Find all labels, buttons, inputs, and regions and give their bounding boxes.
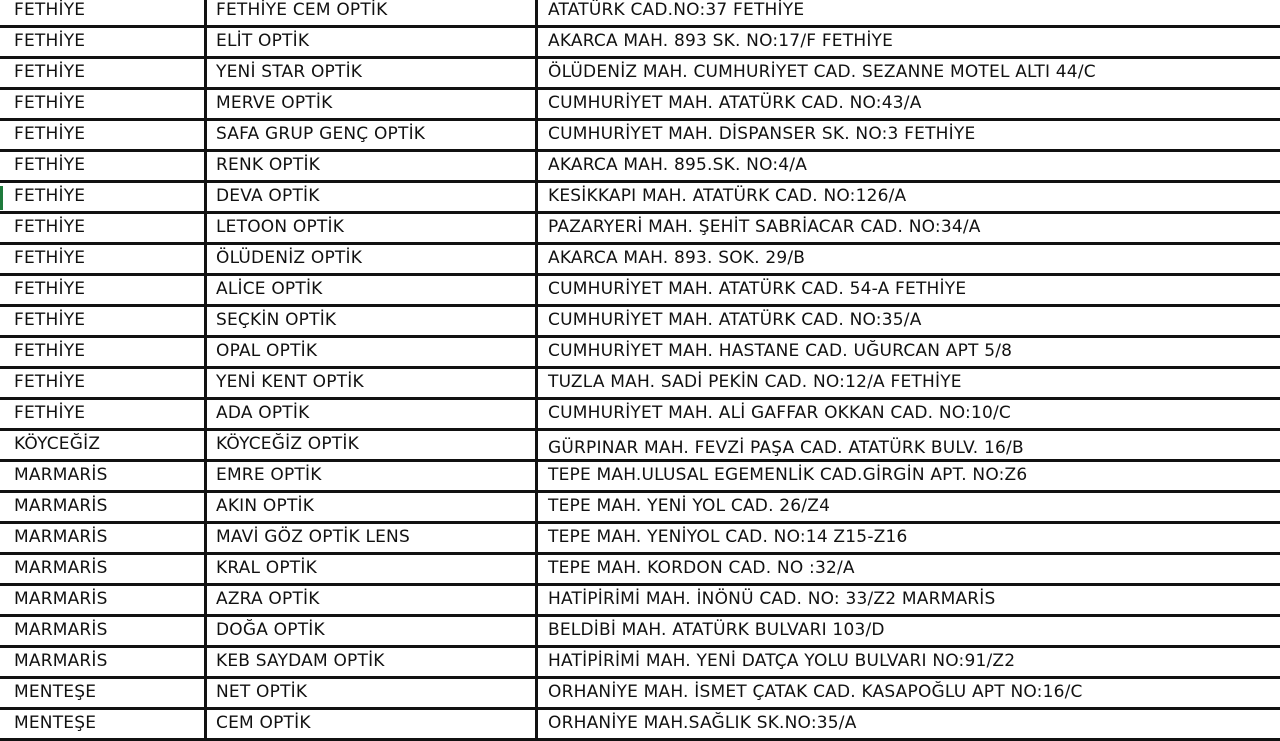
optician-name-cell[interactable]: KEB SAYDAM OPTİK	[207, 648, 538, 676]
table-row	[0, 245, 1280, 276]
table-row	[0, 586, 1280, 617]
address-cell[interactable]: HATİPİRİMİ MAH. İNÖNÜ CAD. NO: 33/Z2 MARMARİS	[548, 589, 996, 609]
district-cell[interactable]: FETHİYE	[0, 307, 207, 335]
table-row	[0, 679, 1280, 710]
address-cell[interactable]: BELDİBİ MAH. ATATÜRK BULVARI 103/D	[548, 620, 885, 640]
district-cell[interactable]: MARMARİS	[0, 586, 207, 614]
optician-name-cell[interactable]: MERVE OPTİK	[207, 90, 538, 118]
optician-name-cell[interactable]: ÖLÜDENİZ OPTİK	[207, 245, 538, 273]
optician-name-cell[interactable]: MAVİ GÖZ OPTİK LENS	[207, 524, 538, 552]
address-cell[interactable]: KESİKKAPI MAH. ATATÜRK CAD. NO:126/A	[548, 186, 907, 206]
address-cell[interactable]: HATİPİRİMİ MAH. YENİ DATÇA YOLU BULVARI NO:91/Z2	[548, 651, 1016, 671]
district-cell[interactable]: FETHİYE	[0, 183, 207, 211]
address-cell[interactable]: GÜRPINAR MAH. FEVZİ PAŞA CAD. ATATÜRK BULV. 16/B	[548, 438, 1024, 458]
optician-name-cell[interactable]: AKIN OPTİK	[207, 493, 538, 521]
table-row	[0, 307, 1280, 338]
table-row	[0, 493, 1280, 524]
optician-name-cell[interactable]: DEVA OPTİK	[207, 183, 538, 211]
address-cell[interactable]: CUMHURİYET MAH. ATATÜRK CAD. NO:43/A	[548, 93, 922, 113]
district-cell[interactable]: MARMARİS	[0, 648, 207, 676]
table-row	[0, 648, 1280, 679]
district-cell[interactable]: FETHİYE	[0, 400, 207, 428]
optician-name-cell[interactable]: CEM OPTİK	[207, 710, 538, 738]
optician-name-cell[interactable]: YENİ STAR OPTİK	[207, 59, 538, 87]
address-cell[interactable]: ORHANİYE MAH. İSMET ÇATAK CAD. KASAPOĞLU APT NO:16/C	[548, 682, 1083, 702]
table-row	[0, 524, 1280, 555]
district-cell[interactable]: MARMARİS	[0, 555, 207, 583]
table-row	[0, 0, 1280, 28]
district-cell[interactable]: FETHİYE	[0, 90, 207, 118]
optician-name-cell[interactable]: FETHİYE CEM OPTİK	[207, 0, 538, 25]
address-cell[interactable]: TEPE MAH. YENİ YOL CAD. 26/Z4	[548, 496, 831, 516]
district-cell[interactable]: FETHİYE	[0, 0, 207, 25]
optician-name-cell[interactable]: AZRA OPTİK	[207, 586, 538, 614]
address-cell[interactable]: CUMHURİYET MAH. ATATÜRK CAD. NO:35/A	[548, 310, 922, 330]
optician-name-cell[interactable]: LETOON OPTİK	[207, 214, 538, 242]
district-cell[interactable]: FETHİYE	[0, 152, 207, 180]
district-cell[interactable]: MENTEŞE	[0, 679, 207, 707]
optician-name-cell[interactable]: DOĞA OPTİK	[207, 617, 538, 645]
table-row	[0, 400, 1280, 431]
district-cell[interactable]: FETHİYE	[0, 369, 207, 397]
address-cell[interactable]: AKARCA MAH. 893 SK. NO:17/F FETHİYE	[548, 31, 894, 51]
optician-name-cell[interactable]: SAFA GRUP GENÇ OPTİK	[207, 121, 538, 149]
address-cell[interactable]: AKARCA MAH. 893. SOK. 29/B	[548, 248, 806, 268]
optician-name-cell[interactable]: ELİT OPTİK	[207, 28, 538, 56]
table-row	[0, 214, 1280, 245]
district-cell[interactable]: FETHİYE	[0, 121, 207, 149]
table-row	[0, 90, 1280, 121]
address-cell[interactable]: AKARCA MAH. 895.SK. NO:4/A	[548, 155, 808, 175]
address-cell[interactable]: CUMHURİYET MAH. DİSPANSER SK. NO:3 FETHİYE	[548, 124, 976, 144]
address-cell[interactable]: TEPE MAH. KORDON CAD. NO :32/A	[548, 558, 855, 578]
active-cell-marker	[0, 186, 3, 210]
district-cell[interactable]: FETHİYE	[0, 214, 207, 242]
district-cell[interactable]: MARMARİS	[0, 462, 207, 490]
address-cell[interactable]: TEPE MAH.ULUSAL EGEMENLİK CAD.GİRGİN APT. NO:Z6	[548, 465, 1028, 485]
table-row	[0, 28, 1280, 59]
optician-name-cell[interactable]: ADA OPTİK	[207, 400, 538, 428]
address-cell[interactable]: CUMHURİYET MAH. ALİ GAFFAR OKKAN CAD. NO:10/C	[548, 403, 1011, 423]
table-row	[0, 555, 1280, 586]
optician-name-cell[interactable]: OPAL OPTİK	[207, 338, 538, 366]
address-cell[interactable]: PAZARYERİ MAH. ŞEHİT SABRİACAR CAD. NO:34/A	[548, 217, 981, 237]
table-row	[0, 369, 1280, 400]
table-row	[0, 617, 1280, 648]
optician-name-cell[interactable]: ALİCE OPTİK	[207, 276, 538, 304]
optician-name-cell[interactable]: YENİ KENT OPTİK	[207, 369, 538, 397]
address-cell[interactable]: CUMHURİYET MAH. ATATÜRK CAD. 54-A FETHİYE	[548, 279, 967, 299]
table-row	[0, 710, 1280, 741]
district-cell[interactable]: FETHİYE	[0, 245, 207, 273]
optician-name-cell[interactable]: NET OPTİK	[207, 679, 538, 707]
table-row	[0, 276, 1280, 307]
optician-name-cell[interactable]: SEÇKİN OPTİK	[207, 307, 538, 335]
table-row	[0, 183, 1280, 214]
district-cell[interactable]: MENTEŞE	[0, 710, 207, 738]
table-row	[0, 462, 1280, 493]
optician-name-cell[interactable]: RENK OPTİK	[207, 152, 538, 180]
address-cell[interactable]: ATATÜRK CAD.NO:37 FETHİYE	[548, 0, 805, 20]
optician-name-cell[interactable]: EMRE OPTİK	[207, 462, 538, 490]
table-row	[0, 431, 1280, 462]
district-cell[interactable]: FETHİYE	[0, 59, 207, 87]
table-row	[0, 121, 1280, 152]
district-cell[interactable]: MARMARİS	[0, 617, 207, 645]
district-cell[interactable]: FETHİYE	[0, 338, 207, 366]
address-cell[interactable]: TEPE MAH. YENİYOL CAD. NO:14 Z15-Z16	[548, 527, 908, 547]
table-row	[0, 59, 1280, 90]
address-cell[interactable]: CUMHURİYET MAH. HASTANE CAD. UĞURCAN APT 5/8	[548, 341, 1013, 361]
optician-name-cell[interactable]: KÖYCEĞİZ OPTİK	[207, 431, 538, 459]
address-cell[interactable]: ORHANİYE MAH.SAĞLIK SK.NO:35/A	[548, 713, 857, 733]
district-cell[interactable]: MARMARİS	[0, 524, 207, 552]
optician-name-cell[interactable]: KRAL OPTİK	[207, 555, 538, 583]
district-cell[interactable]: MARMARİS	[0, 493, 207, 521]
table-row	[0, 152, 1280, 183]
table-row	[0, 338, 1280, 369]
district-cell[interactable]: FETHİYE	[0, 28, 207, 56]
address-cell[interactable]: TUZLA MAH. SADİ PEKİN CAD. NO:12/A FETHİYE	[548, 372, 962, 392]
district-cell[interactable]: FETHİYE	[0, 276, 207, 304]
address-cell[interactable]: ÖLÜDENİZ MAH. CUMHURİYET CAD. SEZANNE MOTEL ALTI 44/C	[548, 62, 1096, 82]
district-cell[interactable]: KÖYCEĞİZ	[0, 431, 207, 459]
